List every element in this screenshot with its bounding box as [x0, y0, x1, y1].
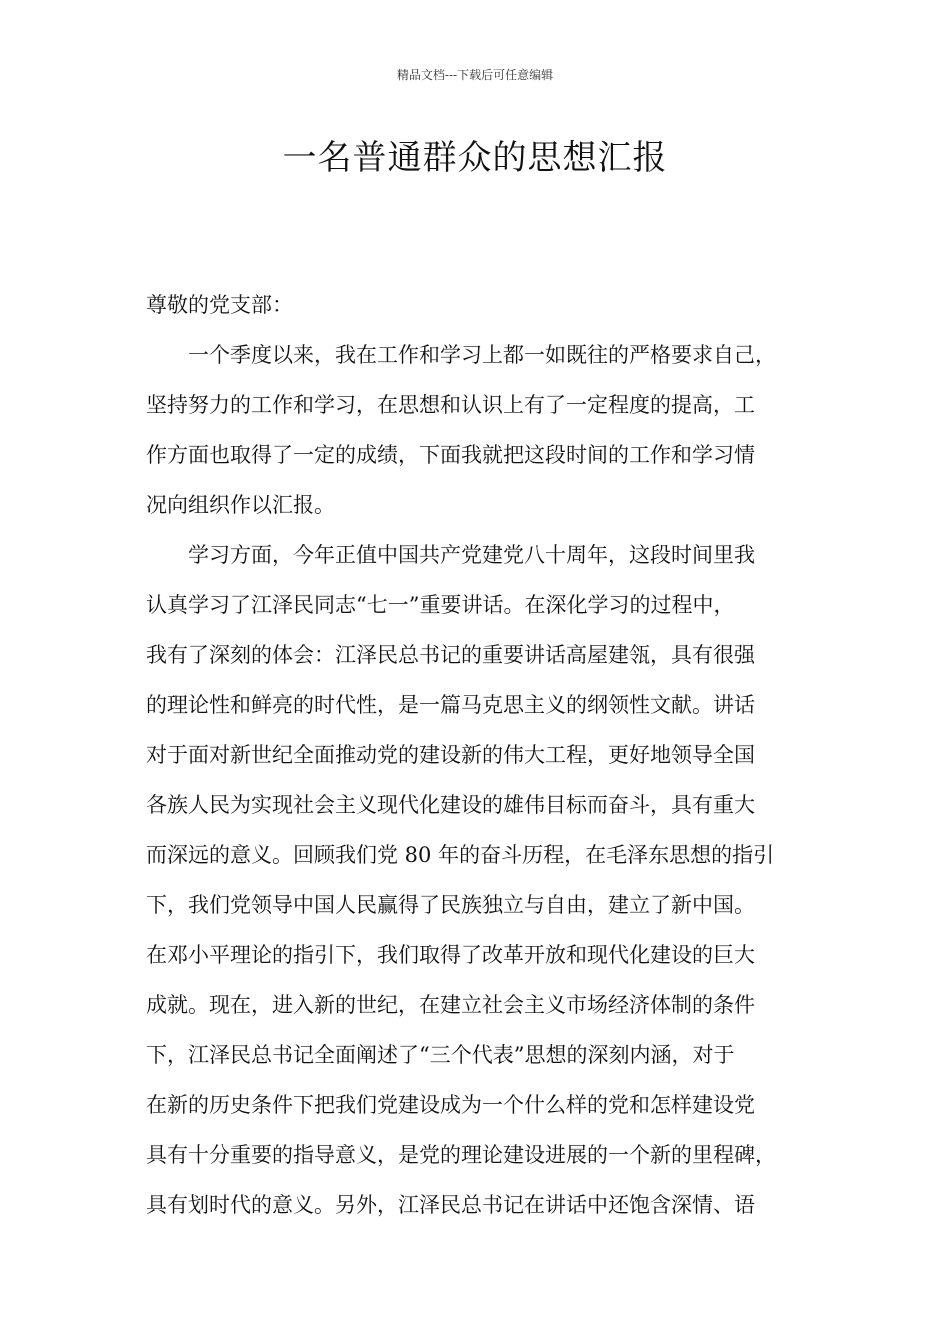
paragraph-line: 具有划时代的意义。另外，江泽民总书记在讲话中还饱含深情、语 [146, 1193, 755, 1217]
document-body [146, 280, 816, 1230]
paragraph-line: 在邓小平理论的指引下，我们取得了改革开放和现代化建设的巨大 [146, 943, 755, 967]
paragraph-line: 下，我们党领导中国人民赢得了民族独立与自由，建立了新中国。 [146, 893, 755, 917]
paragraph-line: 对于面对新世纪全面推动党的建设新的伟大工程，更好地领导全国 [146, 743, 755, 767]
paragraph-line: 认真学习了江泽民同志“七一”重要讲话。在深化学习的过程中， [146, 593, 735, 617]
paragraph-line: 成就。现在，进入新的世纪，在建立社会主义市场经济体制的条件 [146, 993, 755, 1017]
salutation: 尊敬的党支部： [146, 293, 293, 317]
paragraph-2 [146, 530, 816, 1230]
paragraph-line: 况向组织作以汇报。 [146, 493, 335, 517]
paragraph-line: 下，江泽民总书记全面阐述了“三个代表”思想的深刻内涵，对于 [146, 1043, 735, 1067]
paragraph-line: 一个季度以来，我在工作和学习上都一如既往的严格要求自己， [188, 343, 776, 367]
paragraph-line: 我有了深刻的体会：江泽民总书记的重要讲话高屋建瓴，具有很强 [146, 643, 755, 667]
paragraph-line: 作方面也取得了一定的成绩，下面我就把这段时间的工作和学习情 [146, 443, 755, 467]
paragraph-line: 在新的历史条件下把我们党建设成为一个什么样的党和怎样建设党 [146, 1093, 755, 1117]
paragraph-line: 而深远的意义。回顾我们党 80 年的奋斗历程，在毛泽东思想的指引 [146, 843, 775, 867]
document-header-note: 精品文档---下载后可任意编辑 [396, 68, 554, 82]
document-title: 一名普通群众的思想汇报 [282, 138, 668, 178]
paragraph-line: 学习方面，今年正值中国共产党建党八十周年，这段时间里我 [188, 543, 755, 567]
paragraph-line: 具有十分重要的指导意义，是党的理论建设进展的一个新的里程碑， [146, 1143, 776, 1167]
paragraph-line: 的理论性和鲜亮的时代性，是一篇马克思主义的纲领性文献。讲话 [146, 693, 755, 717]
paragraph-1 [146, 330, 816, 530]
paragraph-line: 各族人民为实现社会主义现代化建设的雄伟目标而奋斗，具有重大 [146, 793, 755, 817]
paragraph-line: 坚持努力的工作和学习，在思想和认识上有了一定程度的提高，工 [146, 393, 755, 417]
